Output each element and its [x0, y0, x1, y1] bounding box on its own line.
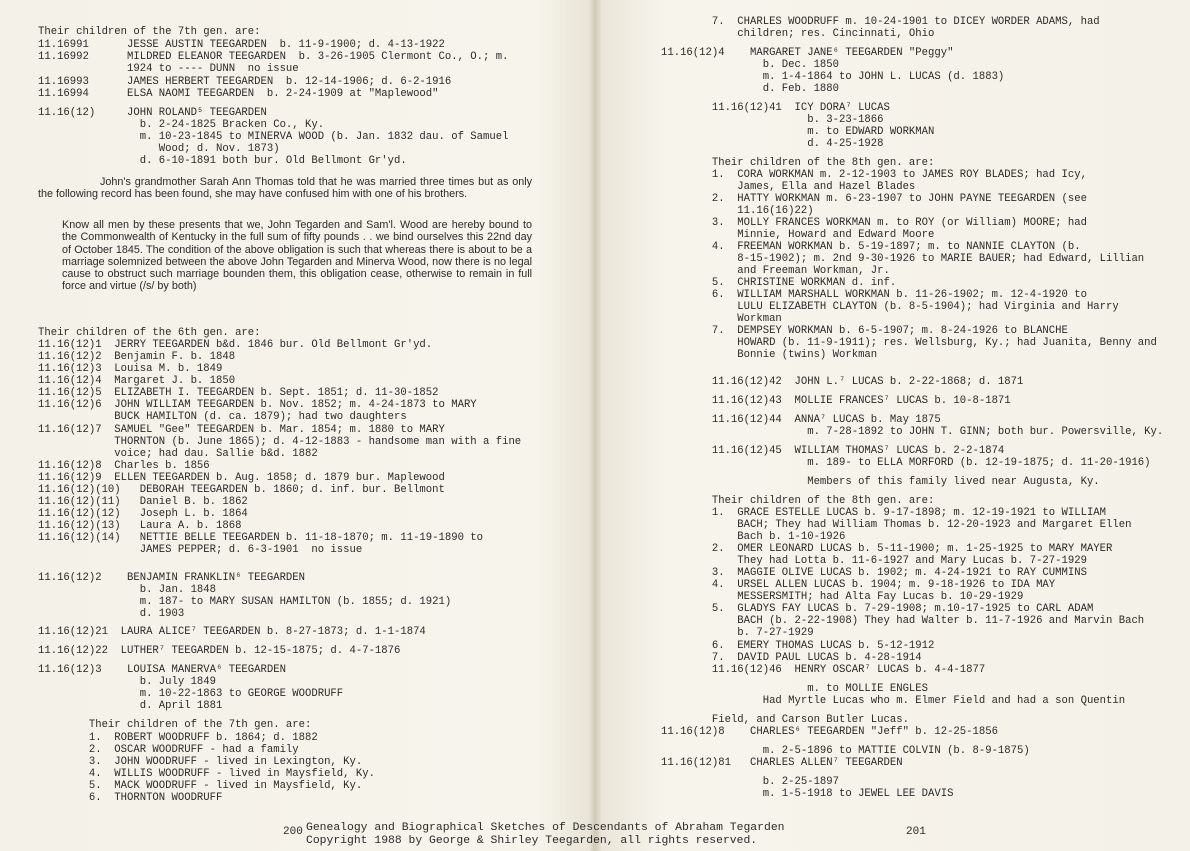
text-line: 11.16(12)81 CHARLES ALLEN⁷ TEEGARDEN: [661, 757, 903, 769]
text-line: 7. DAVID PAUL LUCAS b. 4-28-1914: [661, 652, 922, 664]
text-line: 11.16(12)(10) DEBORAH TEEGARDEN b. 1860; d. inf. bur. Bellmont: [38, 484, 445, 496]
text-line: Bach b. 1-10-1926: [661, 531, 846, 543]
text-line: Their children of the 7th gen. are:: [38, 719, 312, 731]
text-line: b. 2-25-1897: [661, 776, 840, 788]
text-line: 11.16(12)2 BENJAMIN FRANKLIN⁶ TEEGARDEN: [38, 572, 306, 584]
text-line: 11.16(12)5 ELIZABETH I. TEEGARDEN b. Sept. 1851; d. 11-30-1852: [38, 387, 439, 399]
text-line: JAMES PEPPER; d. 6-3-1901 no issue: [38, 544, 363, 556]
paragraph-grandmother-note: John's grandmother Sarah Ann Thomas told that he was married three times but as only the following record has been found, she may have confused him with one of his brothers.: [38, 176, 532, 201]
text-line: 6. WILLIAM MARSHALL WORKMAN b. 11-26-1902; m. 12-4-1920 to: [661, 289, 1087, 301]
text-line: Their children of the 8th gen. are:: [661, 157, 935, 169]
text-line: d. Feb. 1880: [661, 83, 840, 95]
text-line: LULU ELIZABETH CLAYTON (b. 8-5-1904); had Virginia and Harry: [661, 301, 1119, 313]
text-line: d. 4-25-1928: [661, 138, 884, 150]
text-line: 11.16(12)3 LOUISA MANERVA⁶ TEEGARDEN: [38, 664, 286, 676]
text-line: 1. CORA WORKMAN m. 2-12-1903 to JAMES ROY BLADES; had Icy,: [661, 169, 1087, 181]
text-line: voice; had dau. Sallie b&d. 1882: [38, 448, 318, 460]
text-line: THORNTON (b. June 1865); d. 4-12-1883 - handsome man with a fine: [38, 436, 522, 448]
text-line: b. 7-27-1929: [661, 627, 814, 639]
paragraph-marriage-bond: Know all men by these presents that we, John Tegarden and Sam'l. Wood are hereby bound to the Commonwealth of Kentucky in the full sum of fifty pounds . . we bind ourselves this 22nd day of October 1845. The condition of the above obligation is such that whereas there is about to be a marriage solemnized between the above John Tegarden and Minerva Wood, now there is no legal cause to obstruct such marriage bounden them, this obligation cease, otherwise to remain in full force and virtue (/s/ by both): [62, 219, 532, 293]
text-line: 11.16(12)43 MOLLIE FRANCES⁷ LUCAS b. 10-8-1871: [661, 395, 1011, 407]
text-line: 11.16(12)21 LAURA ALICE⁷ TEEGARDEN b. 8-27-1873; d. 1-1-1874: [38, 626, 426, 638]
text-line: Their children of the 7th gen. are:: [38, 26, 261, 38]
text-line: and Freeman Workman, Jr.: [661, 265, 890, 277]
left-page: [0, 0, 595, 820]
text-line: 11.16(12)4 MARGARET JANE⁶ TEEGARDEN "Peggy": [661, 47, 954, 59]
page-footer: [0, 820, 1190, 851]
text-line: 11.16(12)41 ICY DORA⁷ LUCAS: [661, 102, 890, 114]
text-line: 3. MAGGIE OLIVE LUCAS b. 1902; m. 4-24-1921 to RAY CUMMINS: [661, 567, 1087, 579]
text-line: d. 6-10-1891 both bur. Old Bellmont Gr'yd.: [38, 155, 407, 167]
text-line: 4. WILLIS WOODRUFF - lived in Maysfield, Ky.: [38, 768, 375, 780]
text-line: 11.16994 ELSA NAOMI TEEGARDEN b. 2-24-1909 at "Maplewood": [38, 88, 439, 100]
text-line: 2. OSCAR WOODRUFF - had a family: [38, 744, 299, 756]
text-line: Bonnie (twins) Workman: [661, 349, 878, 361]
text-line: 11.16(12)(12) Joseph L. b. 1864: [38, 508, 248, 520]
text-line: m. 7-28-1892 to JOHN T. GINN; both bur. Powersville, Ky.: [661, 426, 1164, 438]
text-line: BACH (b. 2-22-1908) They had Walter b. 11-7-1926 and Marvin Bach: [661, 615, 1145, 627]
text-line: BUCK HAMILTON (d. ca. 1879); had two daughters: [38, 411, 407, 423]
text-line: 11.16(12)(13) Laura A. b. 1868: [38, 520, 242, 532]
text-line: 11.16(12)45 WILLIAM THOMAS⁷ LUCAS b. 2-2-1874: [661, 445, 1005, 457]
text-line: 11.16(12)2 Benjamin F. b. 1848: [38, 351, 236, 363]
text-line: m. to MOLLIE ENGLES: [661, 683, 929, 695]
text-line: 1. ROBERT WOODRUFF b. 1864; d. 1882: [38, 732, 318, 744]
text-line: James, Ella and Hazel Blades: [661, 181, 916, 193]
text-line: 7. CHARLES WOODRUFF m. 10-24-1901 to DICEY WORDER ADAMS, had: [661, 16, 1100, 28]
text-line: 11.16992 MILDRED ELEANOR TEEGARDEN b. 3-26-1905 Clermont Co., O.; m.: [38, 51, 509, 63]
text-line: b. 3-23-1866: [661, 114, 884, 126]
text-line: 6. THORNTON WOODRUFF: [38, 792, 223, 804]
text-line: 11.16991 JESSE AUSTIN TEEGARDEN b. 11-9-1900; d. 4-13-1922: [38, 39, 445, 51]
right-page-number: 201: [906, 826, 926, 838]
text-line: 11.16(12)6 JOHN WILLIAM TEEGARDEN b. Nov. 1852; m. 4-24-1873 to MARY: [38, 399, 477, 411]
text-line: 11.16(12) JOHN ROLAND⁵ TEEGARDEN: [38, 107, 267, 119]
text-line: 3. MOLLY FRANCES WORKMAN m. to ROY (or William) MOORE; had: [661, 217, 1087, 229]
text-line: children; res. Cincinnati, Ohio: [661, 28, 935, 40]
text-line: 11.16(16)22): [661, 205, 814, 217]
text-line: b. July 1849: [38, 676, 217, 688]
text-line: m. 187- to MARY SUSAN HAMILTON (b. 1855; d. 1921): [38, 596, 452, 608]
text-line: They had Lotta b. 11-6-1927 and Mary Lucas b. 7-27-1929: [661, 555, 1087, 567]
text-line: Wood; d. Nov. 1873): [38, 143, 280, 155]
text-line: 5. CHRISTINE WORKMAN d. inf.: [661, 277, 897, 289]
text-line: 7. DEMPSEY WORKMAN b. 6-5-1907; m. 8-24-1926 to BLANCHE: [661, 325, 1068, 337]
text-line: b. Jan. 1848: [38, 584, 217, 596]
text-line: 11.16(12)9 ELLEN TEEGARDEN b. Aug. 1858; d. 1879 bur. Maplewood: [38, 472, 445, 484]
text-line: m. to EDWARD WORKMAN: [661, 126, 935, 138]
text-line: d. 1903: [38, 608, 185, 620]
text-line: m. 189- to ELLA MORFORD (b. 12-19-1875; d. 11-20-1916): [661, 457, 1151, 469]
text-line: 11.16(12)8 CHARLES⁶ TEEGARDEN "Jeff" b. 12-25-1856: [661, 726, 998, 738]
footer-copyright: Copyright 1988 by George & Shirley Teegarden, all rights reserved.: [306, 835, 758, 847]
text-line: 8-15-1902); m. 2nd 9-30-1926 to MARIE BAUER; had Edward, Lillian: [661, 253, 1145, 265]
footer-title: Genealogy and Biographical Sketches of Descendants of Abraham Tegarden: [306, 822, 785, 834]
right-page: [595, 0, 1190, 820]
text-line: m. 1-4-1864 to JOHN L. LUCAS (d. 1883): [661, 71, 1005, 83]
text-line: d. April 1881: [38, 700, 223, 712]
text-line: 11.16993 JAMES HERBERT TEEGARDEN b. 12-14-1906; d. 6-2-1916: [38, 76, 452, 88]
text-line: 5. GLADYS FAY LUCAS b. 7-29-1908; m.10-17-1925 to CARL ADAM: [661, 603, 1094, 615]
text-line: 1924 to ---- DUNN no issue: [38, 63, 299, 75]
text-line: m. 1-5-1918 to JEWEL LEE DAVIS: [661, 788, 954, 800]
text-line: Their children of the 8th gen. are:: [661, 495, 935, 507]
text-line: 11.16(12)46 HENRY OSCAR⁷ LUCAS b. 4-4-1877: [661, 664, 986, 676]
text-line: 11.16(12)42 JOHN L.⁷ LUCAS b. 2-22-1868; d. 1871: [661, 376, 1024, 388]
left-page-number: 200: [283, 826, 303, 838]
text-line: 4. URSEL ALLEN LUCAS b. 1904; m. 9-18-1926 to IDA MAY: [661, 579, 1056, 591]
text-line: 4. FREEMAN WORKMAN b. 5-19-1897; m. to NANNIE CLAYTON (b.: [661, 241, 1081, 253]
text-line: 1. GRACE ESTELLE LUCAS b. 9-17-1898; m. 12-19-1921 to WILLIAM: [661, 507, 1107, 519]
text-line: m. 2-5-1896 to MATTIE COLVIN (b. 8-9-1875): [661, 745, 1030, 757]
text-line: Members of this family lived near Augusta, Ky.: [661, 476, 1100, 488]
text-line: 11.16(12)3 Louisa M. b. 1849: [38, 363, 223, 375]
text-line: Their children of the 6th gen. are:: [38, 327, 261, 339]
text-line: 11.16(12)8 Charles b. 1856: [38, 460, 210, 472]
text-line: 11.16(12)(14) NETTIE BELLE TEEGARDEN b. 11-18-1870; m. 11-19-1890 to: [38, 532, 484, 544]
text-line: Workman: [661, 313, 782, 325]
text-line: m. 10-22-1863 to GEORGE WOODRUFF: [38, 688, 344, 700]
text-line: 11.16(12)4 Margaret J. b. 1850: [38, 375, 236, 387]
text-line: 6. EMERY THOMAS LUCAS b. 5-12-1912: [661, 640, 935, 652]
text-line: 5. MACK WOODRUFF - lived in Maysfield, Ky.: [38, 780, 363, 792]
text-line: 11.16(12)7 SAMUEL "Gee" TEEGARDEN b. Mar. 1854; m. 1880 to MARY: [38, 424, 445, 436]
text-line: 11.16(12)22 LUTHER⁷ TEEGARDEN b. 12-15-1875; d. 4-7-1876: [38, 645, 401, 657]
text-line: b. Dec. 1850: [661, 59, 840, 71]
text-line: 3. JOHN WOODRUFF - lived in Lexington, Ky.: [38, 756, 363, 768]
text-line: m. 10-23-1845 to MINERVA WOOD (b. Jan. 1832 dau. of Samuel: [38, 131, 509, 143]
text-line: 11.16(12)44 ANNA⁷ LUCAS b. May 1875: [661, 414, 941, 426]
text-line: Field, and Carson Butler Lucas.: [661, 714, 909, 726]
text-line: 11.16(12)1 JERRY TEEGARDEN b&d. 1846 bur. Old Bellmont Gr'yd.: [38, 339, 433, 351]
text-line: 2. OMER LEONARD LUCAS b. 5-11-1900; m. 1-25-1925 to MARY MAYER: [661, 543, 1113, 555]
text-line: b. 2-24-1825 Bracken Co., Ky.: [38, 119, 325, 131]
text-line: HOWARD (b. 11-9-1911); res. Wellsburg, Ky.; had Juanita, Benny and: [661, 337, 1157, 349]
text-line: 2. HATTY WORKMAN m. 6-23-1907 to JOHN PAYNE TEEGARDEN (see: [661, 193, 1087, 205]
text-line: BACH; They had William Thomas b. 12-20-1923 and Margaret Ellen: [661, 519, 1132, 531]
text-line: 11.16(12)(11) Daniel B. b. 1862: [38, 496, 248, 508]
text-line: Had Myrtle Lucas who m. Elmer Field and had a son Quentin: [661, 695, 1126, 707]
text-line: Minnie, Howard and Edward Moore: [661, 229, 935, 241]
text-line: MESSERSMITH; had Alta Fay Lucas b. 10-29-1929: [661, 591, 1024, 603]
